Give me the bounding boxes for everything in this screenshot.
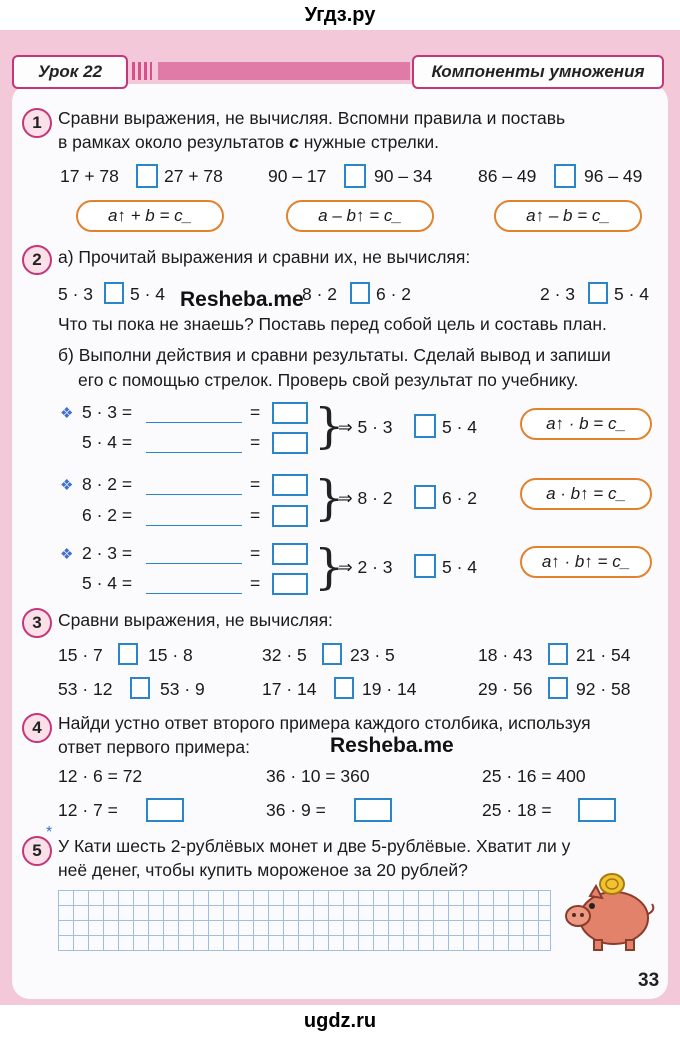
answer-grid[interactable] bbox=[58, 890, 551, 951]
task1-expr-left: 86 – 49 bbox=[478, 166, 537, 186]
topic-label: Компоненты умножения bbox=[412, 55, 664, 89]
task3-left: 15 · 7 bbox=[58, 645, 103, 665]
compare-box[interactable] bbox=[136, 164, 158, 188]
compare-left: ⇒ 8 · 2 bbox=[338, 488, 393, 508]
answer-line[interactable] bbox=[146, 593, 242, 594]
task2-a-text: а) Прочитай выражения и сравни их, не вычисляя: bbox=[58, 247, 471, 267]
task2-a-right: 6 · 2 bbox=[376, 284, 412, 304]
task5-text-line2: неё денег, чтобы купить мороженое за 20 рублей? bbox=[58, 860, 468, 880]
result-box[interactable] bbox=[272, 474, 308, 496]
compare-box[interactable] bbox=[588, 282, 608, 304]
task1-expr-right: 90 – 34 bbox=[374, 166, 433, 186]
compare-box[interactable] bbox=[322, 643, 342, 665]
task2-a-left: 2 · 3 bbox=[540, 284, 576, 304]
rule-oval[interactable]: a↑ + b = c_ bbox=[76, 200, 224, 232]
brace-icon: } bbox=[314, 470, 345, 526]
task4-ask: 25 · 18 = bbox=[482, 800, 552, 820]
calc-expr: 5 · 4 = bbox=[82, 432, 133, 452]
watermark: Resheba.me bbox=[180, 288, 304, 311]
answer-line[interactable] bbox=[146, 525, 242, 526]
task-number-3: 3 bbox=[22, 608, 52, 638]
result-box[interactable] bbox=[272, 432, 308, 454]
calc-expr: 2 · 3 = bbox=[82, 543, 133, 563]
answer-line[interactable] bbox=[146, 422, 242, 423]
task4-given: 25 · 16 = 400 bbox=[482, 766, 586, 786]
task4-given: 36 · 10 = 360 bbox=[266, 766, 370, 786]
answer-line[interactable] bbox=[146, 494, 242, 495]
compare-box[interactable] bbox=[130, 677, 150, 699]
task5-text-line1: У Кати шесть 2-рублёвых монет и две 5-рублёвые. Хватит ли у bbox=[58, 836, 571, 856]
header-bar bbox=[158, 62, 410, 80]
task4-text-line1: Найди устно ответ второго примера каждого столбика, используя bbox=[58, 713, 591, 733]
task4-ask: 12 · 7 = bbox=[58, 800, 118, 820]
task2-b-line1: б) Выполни действия и сравни результаты. Сделай вывод и запиши bbox=[58, 345, 611, 365]
compare-box[interactable] bbox=[414, 485, 436, 509]
task2-b-line2: его с помощью стрелок. Проверь свой результат по учебнику. bbox=[78, 370, 579, 390]
rule-oval[interactable]: a – b↑ = c_ bbox=[286, 200, 434, 232]
task3-text: Сравни выражения, не вычисляя: bbox=[58, 610, 333, 630]
task1-expr-left: 90 – 17 bbox=[268, 166, 327, 186]
star-icon: * bbox=[46, 824, 53, 841]
compare-box[interactable] bbox=[548, 643, 568, 665]
task3-left: 18 · 43 bbox=[478, 645, 533, 665]
task2-a-left: 5 · 3 bbox=[58, 284, 94, 304]
task1-expr-right: 27 + 78 bbox=[164, 166, 223, 186]
rule-oval[interactable]: a↑ – b = c_ bbox=[494, 200, 642, 232]
calc-expr: 5 · 3 = bbox=[82, 402, 133, 422]
watermark: Resheba.me bbox=[330, 734, 454, 757]
equals-sign: = bbox=[250, 432, 261, 452]
task-number-1: 1 bbox=[22, 108, 52, 138]
task4-text-line2: ответ первого примера: bbox=[58, 737, 250, 757]
compare-left: ⇒ 5 · 3 bbox=[338, 417, 393, 437]
equals-sign: = bbox=[250, 474, 261, 494]
task2-a-right: 5 · 4 bbox=[130, 284, 166, 304]
answer-box[interactable] bbox=[146, 798, 184, 822]
compare-right: 5 · 4 bbox=[442, 557, 478, 577]
header-stripes bbox=[132, 62, 152, 80]
compare-box[interactable] bbox=[118, 643, 138, 665]
task3-right: 92 · 58 bbox=[576, 679, 631, 699]
compare-box[interactable] bbox=[554, 164, 576, 188]
answer-line[interactable] bbox=[146, 452, 242, 453]
answer-line[interactable] bbox=[146, 563, 242, 564]
result-box[interactable] bbox=[272, 505, 308, 527]
task2-a-right: 5 · 4 bbox=[614, 284, 650, 304]
answer-box[interactable] bbox=[354, 798, 392, 822]
result-box[interactable] bbox=[272, 402, 308, 424]
task3-left: 29 · 56 bbox=[478, 679, 533, 699]
compare-box[interactable] bbox=[414, 414, 436, 438]
page-number: 33 bbox=[638, 970, 660, 991]
lesson-label: Урок 22 bbox=[12, 55, 128, 89]
compare-right: 5 · 4 bbox=[442, 417, 478, 437]
task1-text-line1: Сравни выражения, не вычисляя. Вспомни правила и поставь bbox=[58, 108, 566, 128]
diamond-icon: ❖ bbox=[60, 477, 74, 494]
task1-text-line2: в рамках около результатов c нужные стрелки. bbox=[58, 132, 439, 152]
calc-expr: 8 · 2 = bbox=[82, 474, 133, 494]
compare-box[interactable] bbox=[414, 554, 436, 578]
task2-a-left: 8 · 2 bbox=[302, 284, 338, 304]
compare-box[interactable] bbox=[548, 677, 568, 699]
task3-right: 15 · 8 bbox=[148, 645, 193, 665]
task3-left: 53 · 12 bbox=[58, 679, 113, 699]
calc-expr: 6 · 2 = bbox=[82, 505, 133, 525]
task4-ask: 36 · 9 = bbox=[266, 800, 326, 820]
compare-left: ⇒ 2 · 3 bbox=[338, 557, 393, 577]
task3-right: 53 · 9 bbox=[160, 679, 205, 699]
task3-left: 32 · 5 bbox=[262, 645, 307, 665]
diamond-icon: ❖ bbox=[60, 546, 74, 563]
compare-right: 6 · 2 bbox=[442, 488, 478, 508]
rule-oval[interactable]: a↑ · b↑ = c_ bbox=[520, 546, 652, 578]
compare-box[interactable] bbox=[104, 282, 124, 304]
equals-sign: = bbox=[250, 543, 261, 563]
calc-expr: 5 · 4 = bbox=[82, 573, 133, 593]
task3-right: 21 · 54 bbox=[576, 645, 631, 665]
task1-expr-left: 17 + 78 bbox=[60, 166, 119, 186]
rule-oval[interactable]: a↑ · b = c_ bbox=[520, 408, 652, 440]
equals-sign: = bbox=[250, 573, 261, 593]
equals-sign: = bbox=[250, 402, 261, 422]
brace-icon: } bbox=[314, 539, 345, 595]
task-number-5: 5 bbox=[22, 836, 52, 866]
compare-box[interactable] bbox=[334, 677, 354, 699]
compare-box[interactable] bbox=[350, 282, 370, 304]
task-number-4: 4 bbox=[22, 713, 52, 743]
answer-box[interactable] bbox=[578, 798, 616, 822]
piggy-bank-icon bbox=[556, 870, 656, 952]
brace-icon: } bbox=[314, 398, 345, 454]
equals-sign: = bbox=[250, 505, 261, 525]
rule-oval[interactable]: a · b↑ = c_ bbox=[520, 478, 652, 510]
task4-given: 12 · 6 = 72 bbox=[58, 766, 143, 786]
result-box[interactable] bbox=[272, 573, 308, 595]
diamond-icon: ❖ bbox=[60, 405, 74, 422]
task3-right: 23 · 5 bbox=[350, 645, 395, 665]
task-number-2: 2 bbox=[22, 245, 52, 275]
task3-right: 19 · 14 bbox=[362, 679, 417, 699]
compare-box[interactable] bbox=[344, 164, 366, 188]
site-title-top: Угдз.ру bbox=[304, 4, 376, 26]
task2-question: Что ты пока не знаешь? Поставь перед собой цель и составь план. bbox=[58, 314, 607, 334]
result-box[interactable] bbox=[272, 543, 308, 565]
site-title-bottom: ugdz.ru bbox=[303, 1010, 377, 1032]
task1-expr-right: 96 – 49 bbox=[584, 166, 643, 186]
task3-left: 17 · 14 bbox=[262, 679, 317, 699]
